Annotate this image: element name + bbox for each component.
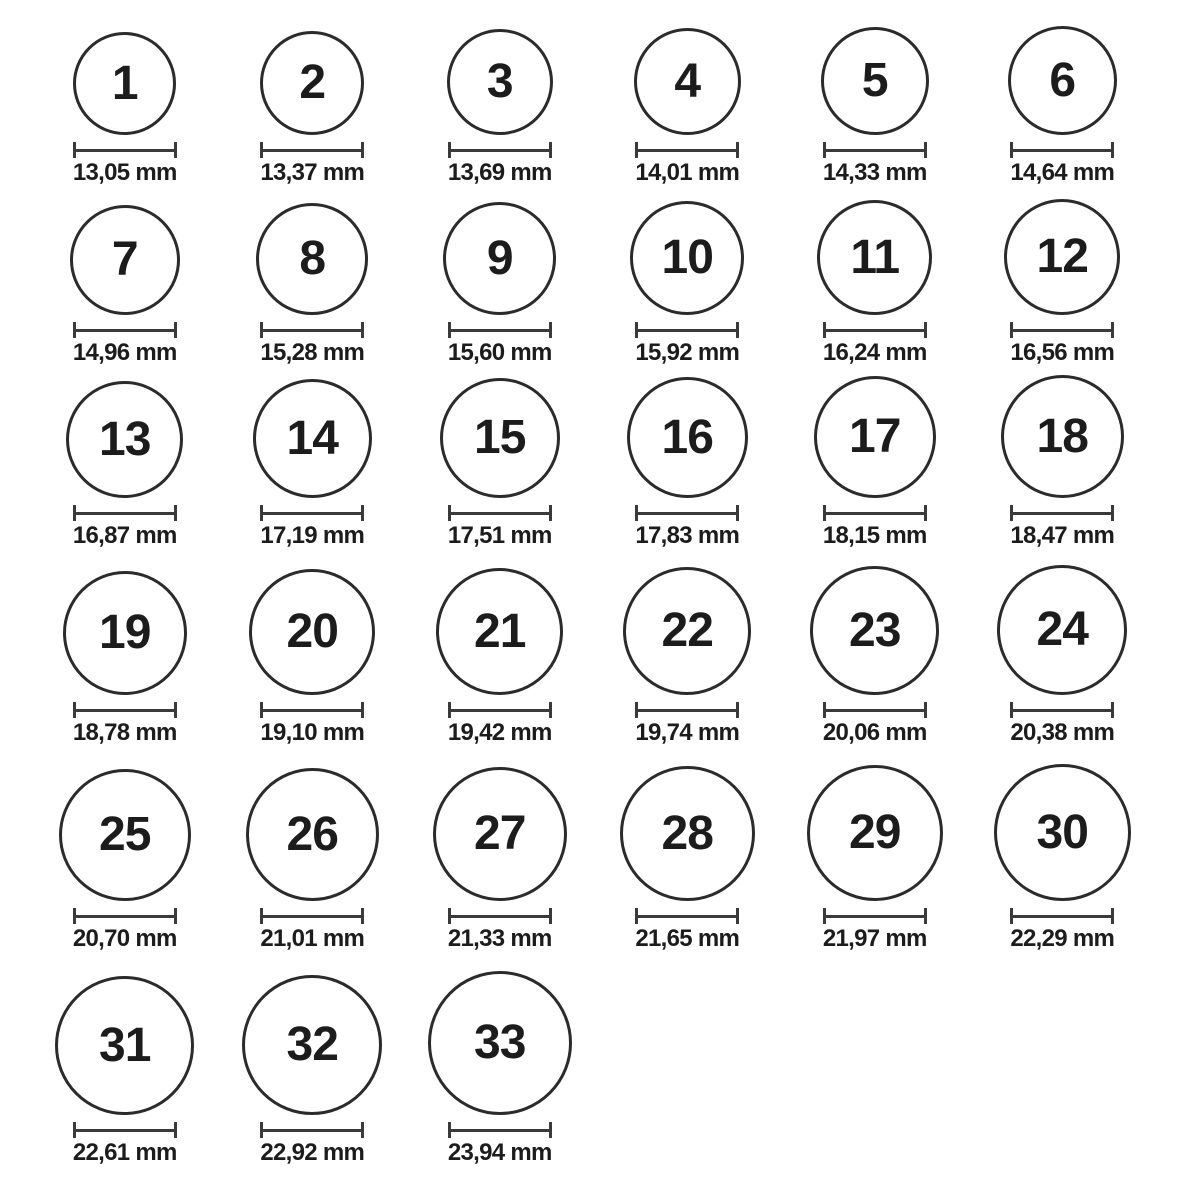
diameter-dimension-line bbox=[635, 142, 739, 158]
ring-size-item bbox=[781, 372, 969, 555]
ring-circle bbox=[73, 32, 176, 135]
diameter-dimension-line bbox=[73, 702, 177, 718]
ring-size-item bbox=[31, 0, 219, 192]
dimension-line-bar bbox=[263, 709, 361, 712]
dimension-line-bar bbox=[263, 512, 361, 515]
dimension-line-bar bbox=[451, 149, 549, 152]
ring-size-number: 29 bbox=[849, 806, 901, 859]
ring-circle bbox=[440, 378, 560, 498]
diameter-dimension-line bbox=[823, 908, 927, 924]
ring-size-number: 15 bbox=[474, 411, 526, 464]
ring-size-number: 16 bbox=[661, 410, 713, 464]
diameter-label: 23,94 mm bbox=[447, 1139, 552, 1166]
ring-size-item bbox=[31, 372, 219, 555]
dimension-line-bar bbox=[1013, 329, 1111, 332]
ring-size-item bbox=[969, 555, 1157, 752]
ring-size-item bbox=[31, 958, 219, 1200]
ring-size-item bbox=[969, 372, 1157, 555]
diameter-label: 17,83 mm bbox=[635, 522, 740, 549]
ring-circle bbox=[428, 971, 572, 1115]
ring-circle bbox=[246, 768, 379, 901]
diameter-dimension-line bbox=[448, 1122, 552, 1138]
ring-size-number: 10 bbox=[661, 231, 713, 284]
diameter-dimension-line bbox=[448, 908, 552, 924]
diameter-label: 16,56 mm bbox=[1010, 339, 1115, 366]
ring-size-item bbox=[969, 0, 1157, 192]
diameter-label: 15,28 mm bbox=[260, 339, 365, 366]
diameter-label: 13,69 mm bbox=[447, 159, 552, 186]
diameter-dimension-line bbox=[448, 322, 552, 338]
ring-size-item bbox=[781, 752, 969, 958]
ring-size-number: 24 bbox=[1036, 603, 1088, 656]
dimension-line-bar bbox=[263, 1129, 361, 1132]
ring-circle bbox=[443, 202, 556, 315]
ring-circle bbox=[63, 571, 187, 695]
dimension-line-bar bbox=[451, 709, 549, 712]
ring-circle bbox=[821, 27, 929, 135]
ring-size-number: 28 bbox=[661, 806, 713, 860]
diameter-dimension-line bbox=[73, 505, 177, 521]
diameter-label: 17,51 mm bbox=[447, 522, 552, 549]
ring-size-number: 31 bbox=[99, 1018, 151, 1072]
ring-size-item bbox=[31, 555, 219, 752]
ring-circle bbox=[433, 767, 567, 901]
ring-size-number: 14 bbox=[286, 411, 338, 465]
ring-size-number: 5 bbox=[861, 54, 888, 107]
diameter-label: 14,96 mm bbox=[72, 339, 177, 366]
diameter-dimension-line bbox=[73, 908, 177, 924]
diameter-dimension-line bbox=[260, 702, 364, 718]
ring-circle bbox=[620, 766, 755, 901]
diameter-dimension-line bbox=[260, 505, 364, 521]
ring-size-number: 13 bbox=[99, 412, 151, 466]
diameter-label: 19,74 mm bbox=[635, 719, 740, 746]
diameter-dimension-line bbox=[1010, 322, 1114, 338]
ring-size-item bbox=[31, 752, 219, 958]
diameter-label: 17,19 mm bbox=[260, 522, 365, 549]
dimension-line-bar bbox=[263, 915, 361, 918]
ring-size-number: 33 bbox=[474, 1016, 526, 1069]
ring-circle bbox=[70, 205, 180, 315]
diameter-label: 22,92 mm bbox=[260, 1139, 365, 1166]
ring-circle bbox=[59, 769, 191, 901]
dimension-line-bar bbox=[263, 149, 361, 152]
ring-size-item bbox=[781, 192, 969, 372]
diameter-dimension-line bbox=[635, 702, 739, 718]
diameter-dimension-line bbox=[823, 702, 927, 718]
dimension-line-bar bbox=[76, 512, 174, 515]
ring-size-number: 6 bbox=[1049, 53, 1076, 107]
diameter-dimension-line bbox=[1010, 142, 1114, 158]
ring-size-number: 2 bbox=[299, 56, 326, 109]
diameter-dimension-line bbox=[1010, 908, 1114, 924]
ring-size-number: 12 bbox=[1036, 230, 1088, 283]
dimension-line-bar bbox=[1013, 512, 1111, 515]
diameter-dimension-line bbox=[73, 142, 177, 158]
ring-circle bbox=[630, 201, 744, 315]
diameter-dimension-line bbox=[448, 505, 552, 521]
dimension-line-bar bbox=[76, 149, 174, 152]
diameter-label: 19,10 mm bbox=[260, 719, 365, 746]
ring-circle bbox=[1001, 375, 1124, 498]
dimension-line-bar bbox=[826, 709, 924, 712]
diameter-label: 13,05 mm bbox=[72, 159, 177, 186]
diameter-dimension-line bbox=[1010, 702, 1114, 718]
ring-circle bbox=[1004, 199, 1120, 315]
dimension-line-bar bbox=[638, 915, 736, 918]
diameter-label: 18,47 mm bbox=[1010, 522, 1115, 549]
dimension-line-bar bbox=[263, 329, 361, 332]
diameter-label: 20,38 mm bbox=[1010, 719, 1115, 746]
diameter-label: 18,15 mm bbox=[822, 522, 927, 549]
diameter-dimension-line bbox=[73, 1122, 177, 1138]
ring-circle bbox=[814, 376, 936, 498]
diameter-dimension-line bbox=[448, 702, 552, 718]
dimension-line-bar bbox=[1013, 915, 1111, 918]
diameter-dimension-line bbox=[260, 142, 364, 158]
ring-size-item bbox=[219, 372, 407, 555]
dimension-line-bar bbox=[826, 149, 924, 152]
ring-circle bbox=[55, 976, 194, 1115]
dimension-line-bar bbox=[1013, 709, 1111, 712]
ring-size-number: 11 bbox=[850, 230, 900, 284]
ring-size-item bbox=[406, 958, 594, 1200]
dimension-line-bar bbox=[451, 1129, 549, 1132]
diameter-label: 19,42 mm bbox=[447, 719, 552, 746]
ring-circle bbox=[997, 565, 1127, 695]
ring-circle bbox=[810, 566, 939, 695]
ring-size-number: 30 bbox=[1036, 805, 1088, 859]
ring-size-number: 25 bbox=[99, 808, 151, 861]
ring-size-item bbox=[594, 372, 782, 555]
ring-size-item bbox=[781, 555, 969, 752]
dimension-line-bar bbox=[451, 512, 549, 515]
diameter-dimension-line bbox=[1010, 505, 1114, 521]
diameter-dimension-line bbox=[823, 322, 927, 338]
diameter-dimension-line bbox=[260, 908, 364, 924]
ring-size-item bbox=[219, 752, 407, 958]
ring-circle bbox=[66, 381, 183, 498]
diameter-label: 20,70 mm bbox=[72, 925, 177, 952]
ring-circle bbox=[627, 377, 748, 498]
diameter-label: 22,61 mm bbox=[72, 1139, 177, 1166]
dimension-line-bar bbox=[451, 915, 549, 918]
diameter-label: 21,97 mm bbox=[822, 925, 927, 952]
ring-size-number: 3 bbox=[486, 55, 513, 108]
dimension-line-bar bbox=[638, 512, 736, 515]
ring-size-number: 19 bbox=[99, 606, 151, 659]
diameter-dimension-line bbox=[448, 142, 552, 158]
diameter-label: 20,06 mm bbox=[822, 719, 927, 746]
ring-size-item bbox=[31, 192, 219, 372]
ring-size-number: 9 bbox=[486, 231, 513, 285]
dimension-line-bar bbox=[638, 149, 736, 152]
ring-size-number: 17 bbox=[849, 410, 901, 463]
ring-size-item bbox=[594, 555, 782, 752]
dimension-line-bar bbox=[638, 709, 736, 712]
ring-size-number: 21 bbox=[474, 604, 526, 658]
ring-circle bbox=[634, 28, 741, 135]
ring-circle bbox=[447, 29, 553, 135]
dimension-line-bar bbox=[76, 1129, 174, 1132]
ring-size-number: 18 bbox=[1036, 409, 1088, 463]
ring-circle bbox=[1008, 26, 1117, 135]
ring-size-item bbox=[969, 192, 1157, 372]
diameter-label: 15,92 mm bbox=[635, 339, 740, 366]
diameter-dimension-line bbox=[635, 505, 739, 521]
diameter-dimension-line bbox=[260, 1122, 364, 1138]
ring-size-item bbox=[406, 752, 594, 958]
ring-size-number: 32 bbox=[286, 1018, 338, 1071]
ring-size-number: 4 bbox=[674, 54, 701, 108]
ring-size-number: 20 bbox=[286, 605, 338, 658]
diameter-label: 14,33 mm bbox=[822, 159, 927, 186]
ring-size-item bbox=[406, 372, 594, 555]
diameter-dimension-line bbox=[823, 505, 927, 521]
ring-size-number: 7 bbox=[111, 233, 138, 286]
diameter-dimension-line bbox=[73, 322, 177, 338]
diameter-label: 16,87 mm bbox=[72, 522, 177, 549]
ring-size-item bbox=[219, 192, 407, 372]
diameter-dimension-line bbox=[823, 142, 927, 158]
diameter-label: 16,24 mm bbox=[822, 339, 927, 366]
ring-circle bbox=[242, 975, 382, 1115]
dimension-line-bar bbox=[826, 512, 924, 515]
dimension-line-bar bbox=[826, 329, 924, 332]
ring-size-number: 8 bbox=[299, 232, 326, 285]
diameter-dimension-line bbox=[635, 322, 739, 338]
ring-size-item bbox=[406, 192, 594, 372]
diameter-label: 13,37 mm bbox=[260, 159, 365, 186]
ring-size-item bbox=[594, 0, 782, 192]
diameter-label: 21,01 mm bbox=[260, 925, 365, 952]
dimension-line-bar bbox=[76, 915, 174, 918]
ring-size-item bbox=[219, 958, 407, 1200]
ring-size-item bbox=[406, 555, 594, 752]
dimension-line-bar bbox=[451, 329, 549, 332]
ring-size-item bbox=[406, 0, 594, 192]
ring-size-item bbox=[219, 555, 407, 752]
ring-size-number: 22 bbox=[661, 604, 713, 657]
dimension-line-bar bbox=[76, 709, 174, 712]
ring-circle bbox=[817, 200, 932, 315]
diameter-label: 14,01 mm bbox=[635, 159, 740, 186]
dimension-line-bar bbox=[76, 329, 174, 332]
ring-size-number: 23 bbox=[849, 603, 901, 657]
ring-circle bbox=[260, 31, 364, 135]
ring-circle bbox=[249, 569, 375, 695]
diameter-label: 15,60 mm bbox=[447, 339, 552, 366]
diameter-dimension-line bbox=[260, 322, 364, 338]
ring-circle bbox=[623, 567, 751, 695]
ring-size-number: 26 bbox=[286, 807, 338, 861]
ring-size-number: 27 bbox=[474, 807, 526, 860]
dimension-line-bar bbox=[1013, 149, 1111, 152]
ring-size-item bbox=[969, 752, 1157, 958]
ring-size-item bbox=[594, 192, 782, 372]
dimension-line-bar bbox=[826, 915, 924, 918]
diameter-label: 21,65 mm bbox=[635, 925, 740, 952]
ring-circle bbox=[256, 203, 368, 315]
ring-circle bbox=[807, 765, 943, 901]
diameter-dimension-line bbox=[635, 908, 739, 924]
dimension-line-bar bbox=[638, 329, 736, 332]
ring-circle bbox=[994, 764, 1131, 901]
ring-size-item bbox=[594, 752, 782, 958]
diameter-label: 18,78 mm bbox=[72, 719, 177, 746]
ring-circle bbox=[436, 568, 563, 695]
diameter-label: 14,64 mm bbox=[1010, 159, 1115, 186]
ring-size-number: 1 bbox=[111, 56, 138, 110]
diameter-label: 22,29 mm bbox=[1010, 925, 1115, 952]
diameter-label: 21,33 mm bbox=[447, 925, 552, 952]
ring-circle bbox=[253, 379, 372, 498]
ring-size-item bbox=[781, 0, 969, 192]
ring-size-item bbox=[219, 0, 407, 192]
